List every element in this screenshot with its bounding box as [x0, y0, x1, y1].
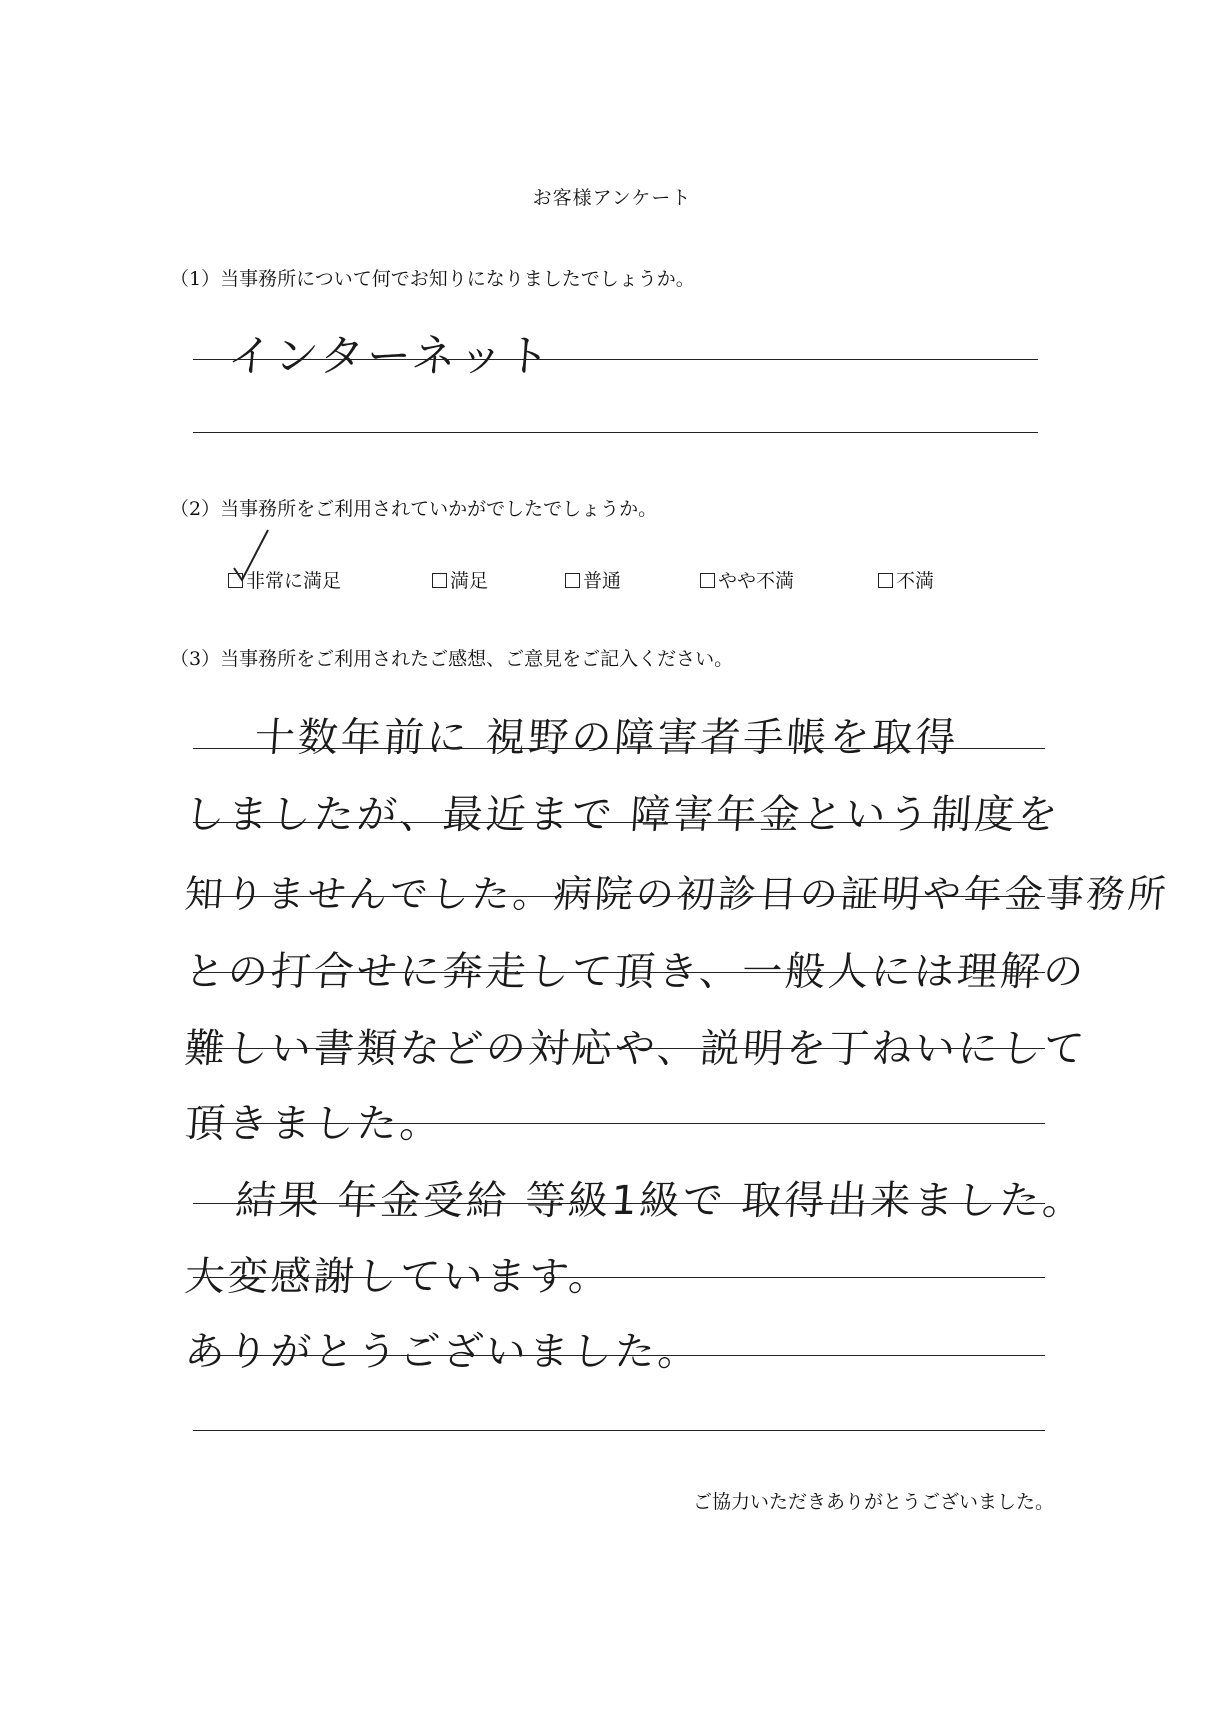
- comment-rule-4: [193, 972, 1045, 973]
- question-1-label: （1）当事務所について何でお知りになりましたでしょうか。: [170, 268, 695, 290]
- comment-line-1: 十数年前に 視野の障害者手帳を取得: [253, 715, 961, 761]
- comment-line-9: ありがとうございました。: [183, 1329, 703, 1375]
- checkbox-icon: [228, 573, 243, 588]
- question-3-label: （3）当事務所をご利用されたご感想、ご意見をご記入ください。: [170, 648, 734, 670]
- comment-rule-9: [193, 1355, 1045, 1356]
- checkbox-icon: [700, 573, 715, 588]
- comment-rule-5: [193, 1048, 1045, 1049]
- comment-line-8: 大変感謝しています。: [183, 1254, 614, 1300]
- answer-line-2: [193, 432, 1038, 433]
- answer-line-1: [193, 359, 1038, 360]
- comment-line-6: 頂きました。: [183, 1101, 445, 1147]
- question-2-label: （2）当事務所をご利用されていかがでしたでしょうか。: [170, 498, 658, 520]
- comment-rule-10: [193, 1430, 1045, 1431]
- option-satisfied[interactable]: 満足: [432, 566, 488, 593]
- footer-thanks: ご協力いただきありがとうございました。: [692, 1491, 1054, 1513]
- comment-rule-1: [193, 748, 1045, 749]
- comment-rule-2: [193, 822, 1045, 823]
- option-dissatisfied[interactable]: 不満: [878, 566, 934, 593]
- comment-line-5: 難しい書類などの対応や、説明を丁ねいにして: [183, 1026, 1089, 1072]
- comment-line-7: 結果 年金受給 等級1級で 取得出来ました。: [234, 1178, 1087, 1224]
- comment-rule-8: [193, 1277, 1045, 1278]
- question-1-answer: インターネット: [225, 331, 555, 382]
- checkbox-icon: [878, 573, 893, 588]
- comment-rule-3: [193, 896, 1045, 897]
- page-title: お客様アンケート: [532, 187, 692, 209]
- checkbox-icon: [432, 573, 447, 588]
- comment-line-4: との打合せに奔走して頂き、一般人には理解の: [183, 949, 1088, 995]
- comment-line-3: 知りませんでした。病院の初診日の証明や年金事務所: [183, 872, 1171, 916]
- comment-rule-6: [193, 1123, 1045, 1124]
- comment-rule-7: [193, 1203, 1045, 1204]
- comment-line-2: しましたが、最近まで 障害年金という制度を: [183, 792, 1063, 838]
- option-normal[interactable]: 普通: [565, 566, 621, 593]
- checkbox-icon: [565, 573, 580, 588]
- option-very-satisfied[interactable]: 非常に満足: [228, 566, 341, 593]
- option-somewhat-dissatisfied[interactable]: やや不満: [700, 566, 794, 593]
